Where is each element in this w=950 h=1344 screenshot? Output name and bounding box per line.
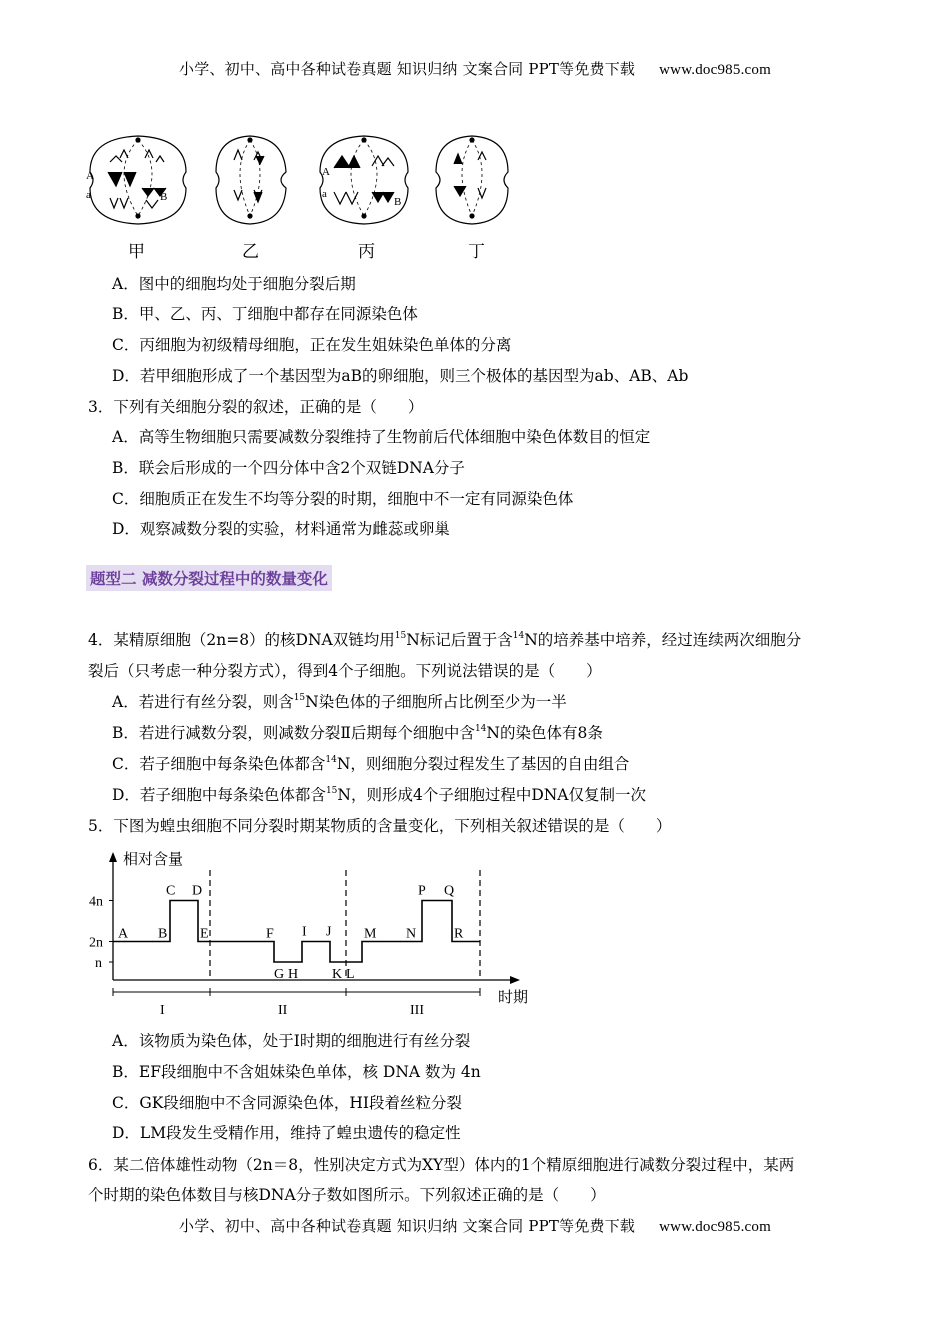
cell-jia [90,136,186,224]
header-text: 小学、初中、高中各种试卷真题 知识归纳 文案合同 PPT等免费下载 [179,60,636,78]
point-label-Q: Q [444,883,455,899]
q5-stem: 5．下图为蝗虫细胞不同分裂时期某物质的含量变化，下列相关叙述错误的是（ ） [88,817,672,835]
x-axis-label: 时期 [498,990,529,1006]
point-label-G: G [274,967,285,982]
point-label-B: B [158,926,168,942]
point-label-K: K [332,967,343,982]
q4-b-sup: 14 [474,724,487,734]
q4-sup-15: 15 [394,631,407,641]
point-label-M: M [364,926,377,942]
cell-label-bing: 丙 [358,242,375,261]
q2-option-a: A．图中的细胞均处于细胞分裂后期 [112,275,356,293]
x-axis-arrow [510,976,520,984]
y-tick-label-2: n [95,956,102,971]
point-label-J: J [326,924,332,940]
q4-stem-line1 [88,628,801,650]
footer-text: 小学、初中、高中各种试卷真题 知识归纳 文案合同 PPT等免费下载 [179,1217,636,1235]
footer-site: www.doc985.com [659,1219,771,1235]
q3-option-b: B．联会后形成的一个四分体中含2个双链DNA分子 [112,459,465,477]
q4-a-part1: A．若进行有丝分裂，则含 [112,693,294,711]
section-title: 题型二 减数分裂过程中的数量变化 [86,565,332,591]
cell-label-ding: 丁 [468,242,485,261]
gene-label-bing-B: B [394,196,402,208]
q4-d-part1: D．若子细胞中每条染色体都含 [112,786,326,804]
q4-c-part2: N，则细胞分裂过程发生了基因的自由组合 [336,755,630,773]
q2-option-b: B．甲、乙、丙、丁细胞中都存在同源染色体 [112,305,418,323]
q4-b-part1: B．若进行减数分裂，则减数分裂Ⅱ后期每个细胞中含 [112,724,475,742]
point-label-E: E [200,926,209,942]
q2-option-c: C．丙细胞为初级精母细胞，正在发生姐妹染色单体的分离 [112,336,512,354]
gene-label-jia-A: A [86,170,94,182]
q4-a-sup: 15 [293,693,306,703]
page-footer [0,1215,950,1236]
q5-chart [80,842,550,1017]
q4-a-part2: N染色体的子细胞所占比例至少为一半 [305,693,567,711]
cell-yi [216,136,286,224]
q4-d-sup: 15 [325,786,338,796]
q4-c-sup: 14 [325,755,337,765]
point-label-H: H [288,967,299,982]
y-axis-arrow [109,852,117,862]
q3-stem: 3．下列有关细胞分裂的叙述，正确的是（ ） [88,398,424,416]
gene-label-jia-a: a [86,189,91,201]
cell-division-figure [80,125,530,265]
point-label-P: P [418,883,426,899]
point-label-C: C [166,883,176,899]
period-label-I: I [160,1003,165,1017]
point-label-D: D [192,883,203,899]
cell-label-yi: 乙 [242,242,259,261]
q4-stem-1c: N的培养基中培养，经过连续两次细胞分 [524,631,802,649]
cell-label-jia: 甲 [128,242,145,261]
point-label-F: F [266,926,274,942]
point-label-N: N [406,926,417,942]
q3-option-d: D．观察减数分裂的实验，材料通常为雌蕊或卵巢 [112,520,450,538]
q5-option-c: C．GK段细胞中不含同源染色体，HI段着丝粒分裂 [112,1094,462,1112]
y-axis-label: 相对含量 [123,852,184,868]
gene-label-jia-B: B [160,191,168,203]
cell-ding [436,136,508,224]
q2-option-d: D．若甲细胞形成了一个基因型为aB的卵细胞，则三个极体的基因型为ab、AB、Ab [112,367,689,385]
point-label-I: I [302,924,307,940]
page-header [0,58,950,79]
q4-c-part1: C．若子细胞中每条染色体都含 [112,755,326,773]
gene-label-bing-a: a [322,188,327,200]
q3-option-c: C．细胞质正在发生不均等分裂的时期，细胞中不一定有同源染色体 [112,490,574,508]
y-tick-label-1: 2n [89,935,103,951]
q4-option-c [112,752,629,774]
q4-b-part2: N的染色体有8条 [486,724,603,742]
q5-option-b: B．EF段细胞中不含姐妹染色单体，核 DNA 数为 4n [112,1063,481,1081]
q4-stem-1a: 4．某精原细胞（2n=8）的核DNA双链均用 [88,631,395,649]
q4-option-d [112,783,646,805]
point-label-A: A [118,926,129,942]
point-label-R: R [454,926,464,942]
q4-d-part2: N，则形成4个子细胞过程中DNA仅复制一次 [337,786,646,804]
y-tick-label-0: 4n [89,894,103,910]
q5-option-a: A．该物质为染色体，处于Ⅰ时期的细胞进行有丝分裂 [112,1032,471,1050]
cell-bing [320,136,408,224]
gene-label-bing-A: A [322,166,330,178]
q4-option-b [112,721,603,743]
q4-sup-14: 14 [512,631,525,641]
q4-stem-1b: N标记后置于含 [406,631,513,649]
header-site: www.doc985.com [659,62,771,78]
q4-stem-line2: 裂后（只考虑一种分裂方式），得到4个子细胞。下列说法错误的是（ ） [88,662,602,680]
point-label-L: L [346,967,355,982]
period-label-II: II [278,1003,288,1017]
q6-stem-line1: 6．某二倍体雄性动物（2n＝8，性别决定方式为XY型）体内的1个精原细胞进行减数分裂过程中，某两 [88,1156,795,1174]
q5-option-d: D．LM段发生受精作用，维持了蝗虫遗传的稳定性 [112,1124,461,1142]
q4-option-a [112,690,567,712]
q6-stem-line2: 个时期的染色体数目与核DNA分子数如图所示。下列叙述正确的是（ ） [88,1186,606,1204]
q3-option-a: A．高等生物细胞只需要减数分裂维持了生物前后代体细胞中染色体数目的恒定 [112,428,651,446]
period-label-III: III [410,1003,424,1017]
content-step-line [113,901,480,963]
